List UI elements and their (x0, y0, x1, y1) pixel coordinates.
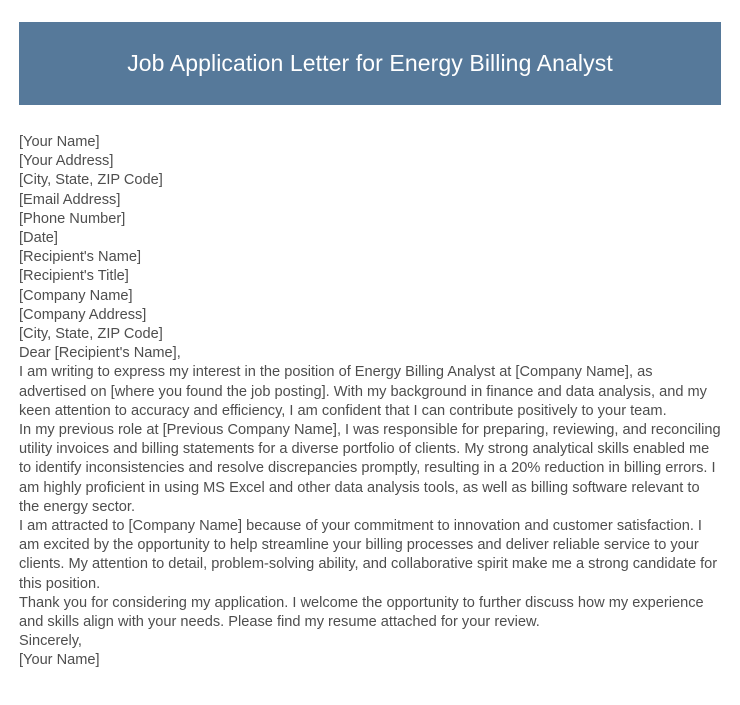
body-paragraph-4: Thank you for considering my application. I welcome the opportunity to further discuss how my experience and skills align with your needs. Please find my resume attached for your review. (19, 594, 704, 631)
sender-line-address: [Your Address] (19, 153, 114, 170)
recipient-line-title: [Recipient's Title] (19, 268, 129, 285)
recipient-address-block (19, 248, 723, 344)
letter-body (19, 133, 723, 671)
salutation: Dear [Recipient's Name], (19, 345, 181, 362)
sender-line-name: [Your Name] (19, 134, 100, 150)
sender-line-email: [Email Address] (19, 191, 121, 208)
body-paragraph-2: In my previous role at [Previous Company Name], I was responsible for preparing, reviewing, and reconciling utility invoices and billing statements for a diverse portfolio of clients. My strong analytical skills enabled me to identify inconsistencies and resolve discrepancies promptly, resulting in a 20% reduction in billing errors. I am highly proficient in using MS Excel and other data analysis tools, as well as billing software relevant to the energy sector. (19, 422, 721, 515)
recipient-line-address: [Company Address] (19, 306, 147, 323)
body-paragraph-1: I am writing to express my interest in the position of Energy Billing Analyst at [Company Name], as advertised on [where you found the job posting]. With my background in finance and data analysis, and my keen attention to accuracy and efficiency, I am confident that I can contribute positively to your team. (19, 364, 707, 419)
sender-line-phone: [Phone Number] (19, 210, 126, 227)
signature-name: [Your Name] (19, 652, 100, 669)
sender-address-block (19, 133, 723, 248)
page-title: Job Application Letter for Energy Billing Analyst (127, 49, 613, 76)
sender-line-city: [City, State, ZIP Code] (19, 172, 163, 189)
sender-line-date: [Date] (19, 230, 58, 247)
document-header-banner (19, 22, 721, 105)
body-paragraph-3: I am attracted to [Company Name] because of your commitment to innovation and customer satisfaction. I am excited by the opportunity to help streamline your billing processes and deliver reliable service to your clients. My attention to detail, problem-solving ability, and collaborative spirit make me a strong candidate for this position. (19, 518, 718, 592)
recipient-line-name: [Recipient's Name] (19, 249, 142, 266)
recipient-line-city: [City, State, ZIP Code] (19, 326, 163, 343)
recipient-line-company: [Company Name] (19, 287, 133, 304)
closing: Sincerely, (19, 633, 82, 650)
